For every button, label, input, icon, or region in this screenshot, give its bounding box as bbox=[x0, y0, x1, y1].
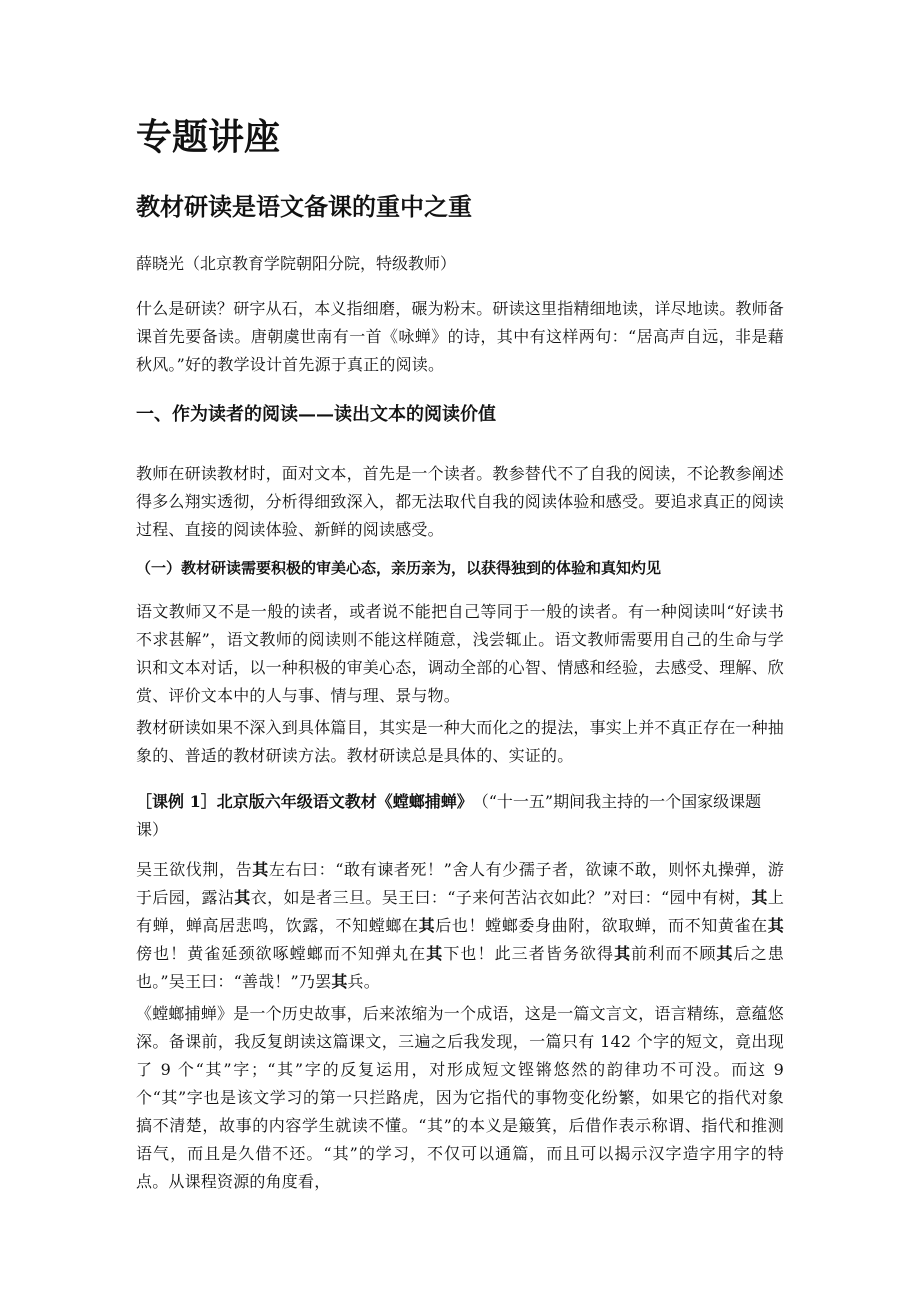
story-text: 傍也！黄雀延颈欲啄螳螂而不知弹丸在 bbox=[136, 944, 427, 963]
story-text: 上有蝉，蝉高居悲鸣，饮露，不知螳螂在 bbox=[136, 888, 785, 935]
case-note: （“十一五”期间我主持的一个国家级课题课） bbox=[136, 792, 762, 839]
story-text: 后也！螳螂委身曲附，欲取蝉，而不知黄雀在 bbox=[435, 916, 768, 935]
case-label: ［课例 1］北京版六年级语文教材《螳螂捕蝉》 bbox=[136, 792, 465, 811]
bold-qi-char: 其 bbox=[418, 916, 436, 935]
story-text: 下也！此三者皆务欲得 bbox=[443, 944, 615, 963]
bold-qi-char: 其 bbox=[614, 944, 632, 963]
article-title: 教材研读是语文备课的重中之重 bbox=[136, 192, 472, 221]
subsection-1-heading: （一）教材研读需要积极的审美心态，亲历亲为，以获得独到的体验和真知灼见 bbox=[136, 559, 662, 577]
bold-qi-char: 其 bbox=[252, 860, 269, 879]
bold-qi-char: 其 bbox=[716, 944, 734, 963]
story-text: 兵。 bbox=[347, 972, 380, 991]
story-paragraph bbox=[136, 856, 784, 996]
bold-qi-char: 其 bbox=[751, 888, 768, 907]
bold-qi-char: 其 bbox=[234, 888, 251, 907]
story-text: 左右曰：“敢有谏者死！”舍人有少孺子者，欲谏不敢，则怀丸操弹，游于后园，露沾 bbox=[136, 860, 785, 907]
story-text: 衣，如是者三旦。吴王曰：“子来何苦沾衣如此？”对曰：“园中有树， bbox=[250, 888, 752, 907]
subsection-1-paragraph-1: 语文教师又不是一般的读者，或者说不能把自己等同于一般的读者。有一种阅读叫“好读书不求甚解”，语文教师的阅读则不能这样随意，浅尝辄止。语文教师需要用自己的生命与学识和文本对话，以一种积极的审美心态，调动全部的心智、情感和经验，去感受、理解、欣赏、评价文本中的人与事、情与理、景与物。 bbox=[136, 602, 785, 705]
bold-qi-char: 其 bbox=[331, 972, 348, 991]
analysis-paragraph: 《螳螂捕蝉》是一个历史故事，后来浓缩为一个成语，这是一篇文言文，语言精练，意蕴悠深。备课前，我反复朗读这篇课文，三遍之后我发现，一篇只有 142 个字的短文，竟出现了 9 个“其”字；“其”字的反复运用，对形成短文铿锵悠然的韵律功不可没。而这 9 个“其”字也是该文学习的第一只拦路虎，因为它指代的事物变化纷繁，如果它的指代对象搞不清楚，故事的内容学生就读不懂。“其”的本义是簸箕，后借作表示称谓、指代和推测语气，而且是久借不还。“其”的学习，不仅可以通篇，而且可以揭示汉字造字用字的特点。从课程资源的角度看， bbox=[136, 1004, 785, 1191]
intro-paragraph: 什么是研读？研字从石，本义指细磨，碾为粉末。研读这里指精细地读，详尽地读。教师备课首先要备读。唐朝虞世南有一首《咏蝉》的诗，其中有这样两句：“居高声自远，非是藉秋风。”好的教学设计首先源于真正的阅读。 bbox=[136, 299, 785, 374]
story-text: 前利而不顾 bbox=[631, 944, 717, 963]
section-1-paragraph: 教师在研读教材时，面对文本，首先是一个读者。教参替代不了自我的阅读，不论教参阐述得多么翔实透彻，分析得细致深入，都无法取代自我的阅读体验和感受。要追求真正的阅读过程、直接的阅读体验、新鲜的阅读感受。 bbox=[136, 464, 785, 539]
story-text: 后之患也。”吴王曰：“善哉！”乃罢 bbox=[136, 944, 784, 991]
subsection-1-paragraph-2: 教材研读如果不深入到具体篇目，其实是一种大而化之的提法，事实上并不真正存在一种抽象的、普适的教材研读方法。教材研读总是具体的、实证的。 bbox=[136, 718, 785, 765]
case-heading bbox=[136, 788, 784, 844]
author-line: 薛晓光（北京教育学院朝阳分院，特级教师） bbox=[136, 254, 457, 273]
bold-qi-char: 其 bbox=[426, 944, 444, 963]
section-1-heading: 一、作为读者的阅读——读出文本的阅读价值 bbox=[136, 404, 496, 425]
story-text: 吴王欲伐荆，告 bbox=[136, 860, 253, 879]
bold-qi-char: 其 bbox=[767, 916, 784, 935]
lecture-title: 专题讲座 bbox=[136, 116, 281, 158]
